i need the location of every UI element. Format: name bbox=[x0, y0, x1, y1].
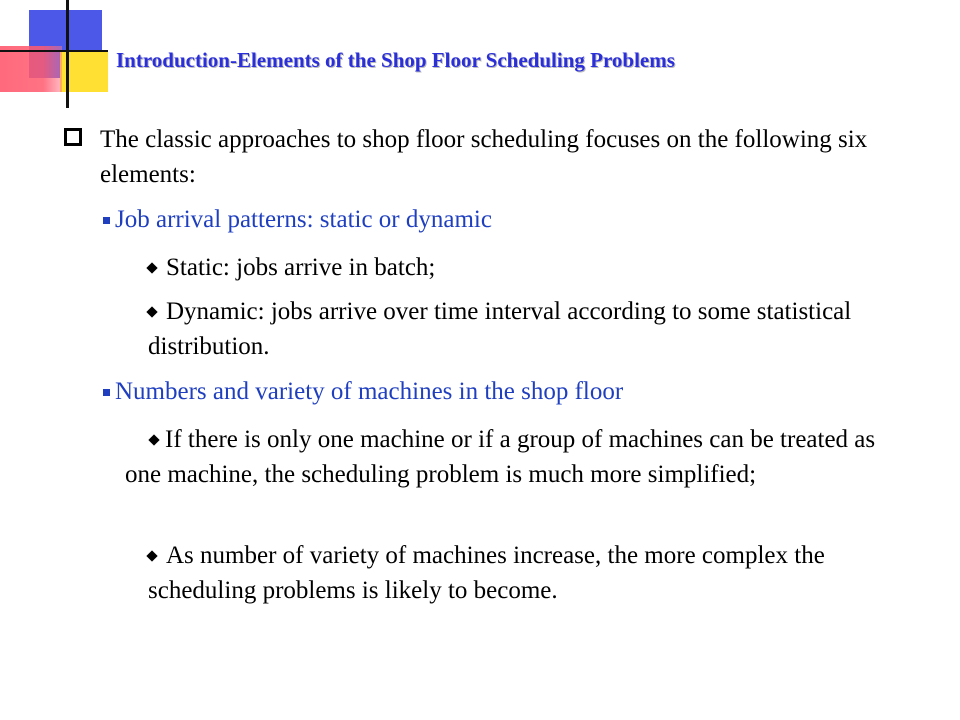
section-heading bbox=[115, 202, 915, 237]
main-point-text: The classic approaches to shop floor scheduling focuses on the following six elements: bbox=[100, 126, 868, 188]
section-heading bbox=[115, 374, 915, 409]
section-heading-text: Numbers and variety of machines in the shop floor bbox=[115, 378, 624, 405]
list-item-text: Dynamic: jobs arrive over time interval according to some statistical distribution. bbox=[148, 298, 852, 360]
slide-title: Introduction-Elements of the Shop Floor Scheduling Problems bbox=[116, 48, 675, 72]
square-bullet-icon bbox=[103, 217, 110, 224]
list-item-text-wrapper bbox=[125, 422, 915, 492]
main-point bbox=[100, 122, 920, 192]
square-bullet-icon bbox=[103, 389, 110, 396]
list-item-text: Static: jobs arrive in batch; bbox=[166, 254, 436, 281]
list-item-text: As number of variety of machines increase, the more complex the scheduling problems is likely to become. bbox=[148, 542, 825, 604]
list-item bbox=[148, 538, 918, 608]
list-item bbox=[125, 422, 915, 492]
list-item-text: If there is only one machine or if a group of machines can be treated as one machine, the scheduling problem is much more simplified; bbox=[125, 426, 876, 488]
section-heading-text: Job arrival patterns: static or dynamic bbox=[115, 206, 492, 233]
list-item bbox=[148, 250, 918, 285]
hollow-square-bullet-icon bbox=[64, 128, 82, 146]
list-item bbox=[148, 294, 918, 364]
